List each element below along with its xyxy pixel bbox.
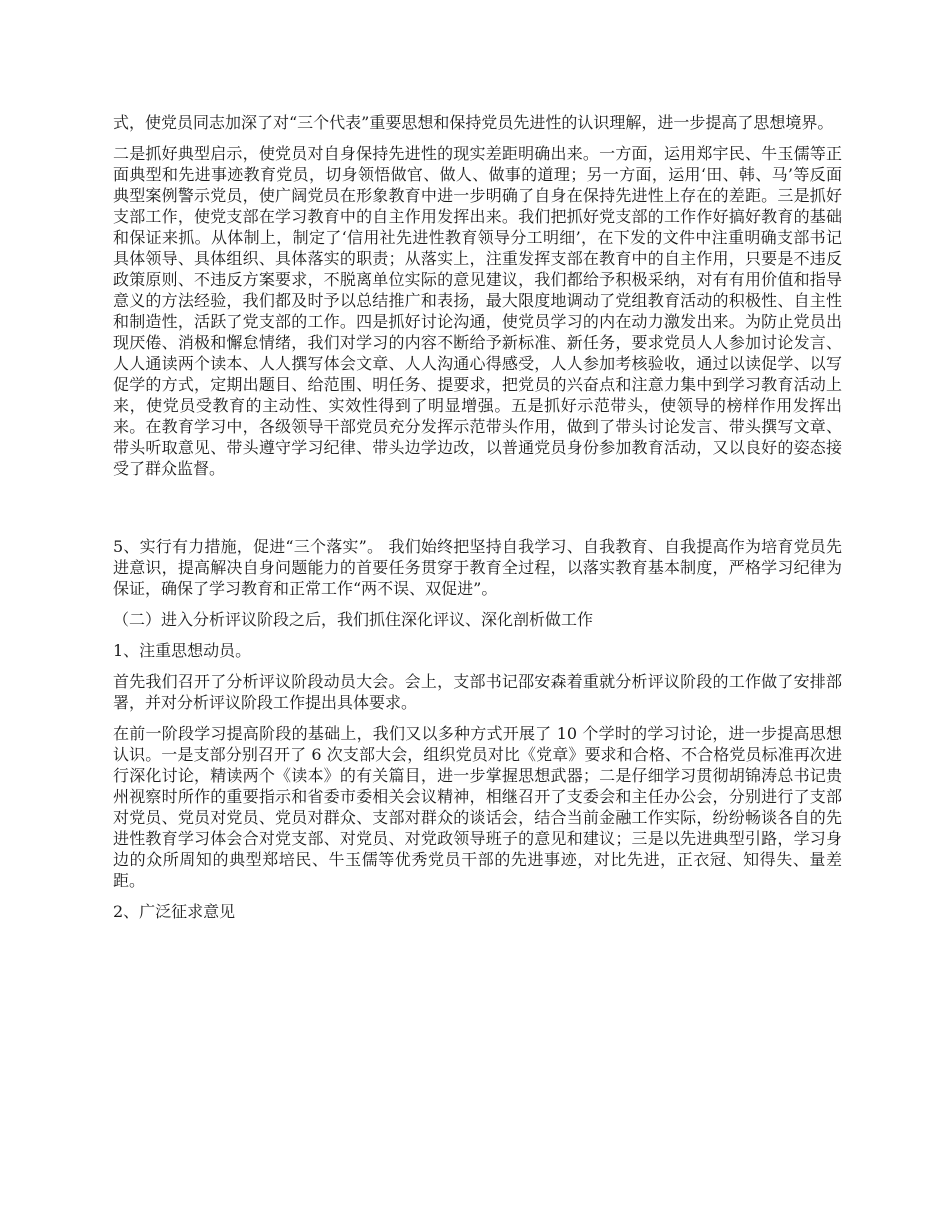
subheading-solicit-opinions: 2、广泛征求意见 <box>113 902 236 921</box>
paragraph-typical-examples: 二是抓好典型启示，使党员对自身保持先进性的现实差距明确出来。一方面，运用郑宇民、牛玉儒等正面典型和先进事迹教育党员，切身领悟做官、做人、做事的道理；另一方面，运用‘田、韩、马’等反面典型案例警示党员，使广阔党员在形象教育中进一步明确了自身在保持先进性上存在的差距。三是抓好支部工作，使党支部在学习教育中的自主作用发挥出来。我们把抓好党支部的工作作好搞好教育的基础和保证来抓。从体制上，制定了‘信用社先进性教育领导分工明细’，在下发的文件中注重明确支部书记具体领导、具体组织、具体落实的职责；从落实上，注重发挥支部在教育中的自主作用，只要是不违反政策原则、不违反方案要求，不脱离单位实际的意见建议，我们都给予积极采纳，对有有用价值和指导意义的方法经验，我们都及时予以总结推广和表扬，最大限度地调动了党组教育活动的积极性、自主性和制造性，活跃了党支部的工作。四是抓好讨论沟通，使党员学习的内在动力激发出来。为防止党员出现厌倦、消极和懈怠情绪，我们对学习的内容不断给予新标准、新任务，要求党员人人参加讨论发言、人人通读两个读本、人人撰写体会文章、人人沟通心得感受，人人参加考核验收，通过以读促学、以写促学的方式，定期出题目、给范围、明任务、提要求，把党员的兴奋点和注意力集中到学习教育活动上来，使党员受教育的主动性、实效性得到了明显增强。五是抓好示范带头，使领导的榜样作用发挥出来。在教育学习中，各级领导干部党员充分发挥示范带头作用，做到了带头讨论发言、带头撰写文章、带头听取意见、带头遵守学习纪律、带头边学边改，以普通党员身份参加教育活动，又以良好的姿态接受了群众监督。 <box>113 144 842 478</box>
section-spacer <box>113 489 842 536</box>
subheading-mobilization: 1、注重思想动员。 <box>113 641 252 660</box>
document-page <box>113 112 842 932</box>
paragraph-study-discussion: 在前一阶段学习提高阶段的基础上，我们又以多种方式开展了 10 个学时的学习讨论，进一步提高思想认识。一是支部分别召开了 6 次支部大会，组织党员对比《党章》要求和合格、不合格党员标准再次进行深化讨论，精读两个《读本》的有关篇目，进一步掌握思想武器；二是仔细学习贯彻胡锦涛总书记贵州视察时所作的重要指示和省委市委相关会议精神，相继召开了支委会和主任办公会，分别进行了支部对党员、党员对党员、党员对群众、支部对群众的谈话会，结合当前金融工作实际，纷纷畅谈各自的先进性教育学习体会合对党支部、对党员、对党政领导班子的意见和建议；三是以先进典型引路，学习身边的众所周知的典型郑培民、牛玉儒等优秀党员干部的先进事迹，对比先进，正衣冠、知得失、量差距。 <box>113 724 842 890</box>
paragraph-mobilization-meeting: 首先我们召开了分析评议阶段动员大会。会上，支部书记邵安森着重就分析评议阶段的工作做了安排部署，并对分析评议阶段工作提出具体要求。 <box>113 672 842 712</box>
section-heading-analysis: （二）进入分析评议阶段之后，我们抓住深化评议、深化剖析做工作 <box>113 610 594 629</box>
paragraph-intro-continuation: 式，使党员同志加深了对“三个代表”重要思想和保持党员先进性的认识理解，进一步提高了思想境界。 <box>113 113 834 132</box>
paragraph-measures: 5、实行有力措施，促进“三个落实”。 我们始终把坚持自我学习、自我教育、自我提高作为培育党员先进意识，提高解决自身问题能力的首要任务贯穿于教育全过程，以落实教育基本制度，严格学习纪律为保证，确保了学习教育和正常工作“两不误、双促进”。 <box>113 537 842 598</box>
